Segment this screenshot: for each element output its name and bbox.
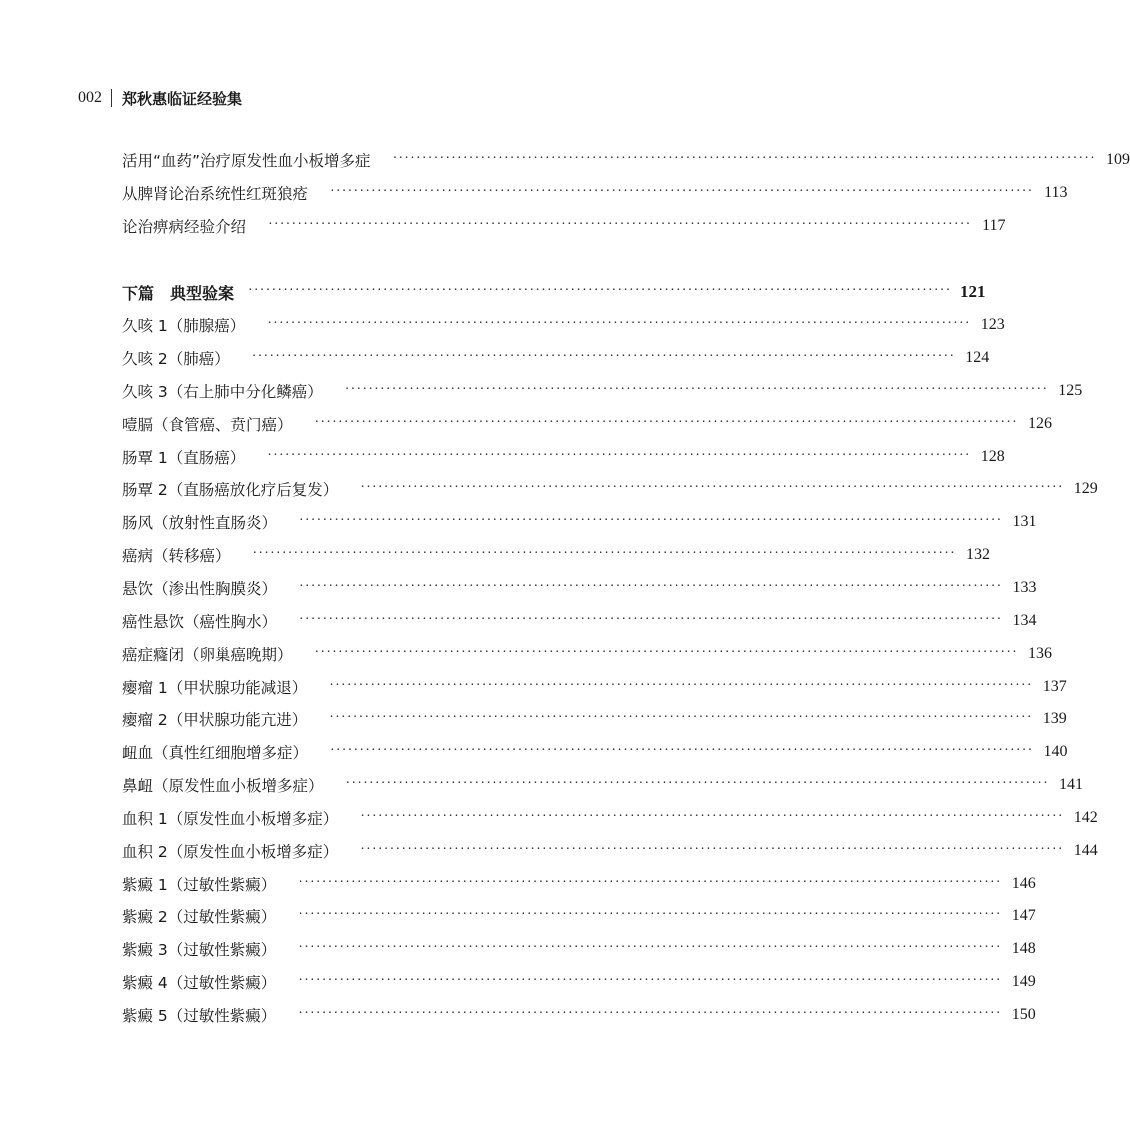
toc-entry-title: 癌病（转移癌） — [122, 547, 231, 566]
toc-entry[interactable] — [122, 999, 1036, 1032]
toc-entry-page: 129 — [1073, 480, 1098, 498]
toc-leader-dots: ························································································································ — [251, 349, 956, 365]
toc-list-upper — [122, 144, 1130, 243]
toc-leader-dots: ························································································································ — [298, 940, 1002, 956]
toc-leader-dots: ························································································································ — [299, 611, 1003, 627]
toc-entry[interactable] — [122, 900, 1036, 933]
toc-entry[interactable] — [122, 177, 1068, 210]
toc-entry-title: 紫癜 2（过敏性紫癜） — [122, 908, 277, 927]
toc-leader-dots: ························································································································ — [314, 414, 1018, 430]
toc-entry[interactable] — [122, 867, 1036, 900]
toc-entry-page: 132 — [965, 546, 990, 564]
toc-entry-page: 150 — [1011, 1005, 1036, 1023]
toc-entry[interactable] — [122, 210, 1006, 243]
toc-section-title: 下篇 典型验案 — [122, 283, 235, 303]
header-divider — [111, 89, 112, 107]
toc-entry-title: 癌症癃闭（卵巢癌晚期） — [122, 645, 293, 664]
toc-entry-title: 血积 1（原发性血小板增多症） — [122, 809, 339, 828]
toc-entry-title: 噎膈（食管癌、贲门癌） — [122, 415, 293, 434]
toc-leader-dots: ························································································································ — [360, 808, 1064, 824]
toc-entry-page: 141 — [1058, 776, 1083, 794]
toc-entry-page: 125 — [1058, 381, 1083, 399]
toc-entry[interactable] — [122, 440, 1005, 473]
toc-entry[interactable] — [122, 802, 1098, 835]
toc-leader-dots: ························································································································ — [298, 907, 1002, 923]
toc-entry[interactable] — [122, 769, 1083, 802]
toc-entry[interactable] — [122, 736, 1068, 769]
toc-leader-dots: ························································································································ — [345, 776, 1049, 792]
toc-entry[interactable] — [122, 637, 1052, 670]
toc-entry-title: 癌性悬饮（癌性胸水） — [122, 612, 278, 631]
toc-entry[interactable] — [122, 473, 1098, 506]
toc-leader-dots: ························································································································ — [248, 283, 952, 299]
toc-entry-page: 144 — [1073, 841, 1098, 859]
toc-entry-page: 133 — [1012, 579, 1037, 597]
toc-entry-title: 紫癜 4（过敏性紫癜） — [122, 974, 277, 993]
toc-leader-dots: ························································································································ — [267, 316, 971, 332]
toc-entry[interactable] — [122, 572, 1037, 605]
toc-entry[interactable] — [122, 342, 990, 375]
toc-leader-dots: ························································································································ — [298, 874, 1002, 890]
toc-entry[interactable] — [122, 375, 1083, 408]
toc-entry-title: 悬饮（渗出性胸膜炎） — [122, 580, 278, 599]
toc-entry[interactable] — [122, 539, 990, 572]
header-page-number: 002 — [78, 89, 102, 106]
toc-leader-dots: ························································································································ — [299, 513, 1003, 529]
toc-entry-title: 肠风（放射性直肠炎） — [122, 514, 278, 533]
toc-entry[interactable] — [122, 703, 1067, 736]
toc-entry-page: 131 — [1012, 513, 1037, 531]
header-book-title: 郑秋惠临证经验集 — [122, 89, 243, 108]
toc-entry-title: 从脾肾论治系统性红斑狼疮 — [122, 185, 309, 204]
toc-leader-dots: ························································································································ — [330, 184, 1034, 200]
toc-leader-dots: ························································································································ — [299, 579, 1003, 595]
toc-entry[interactable] — [122, 604, 1037, 637]
toc-entry-page: 147 — [1011, 907, 1036, 925]
toc-entry-title: 瘿瘤 2（甲状腺功能亢进） — [122, 711, 308, 730]
toc-entry-page: 117 — [982, 217, 1006, 235]
toc-entry-page: 148 — [1011, 940, 1036, 958]
toc-entry-title: 久咳 1（肺腺癌） — [122, 317, 246, 336]
toc-leader-dots: ························································································································ — [252, 546, 956, 562]
toc-entry-title: 紫癜 1（过敏性紫癜） — [122, 875, 277, 894]
toc-entry[interactable] — [122, 933, 1036, 966]
running-header — [78, 86, 242, 110]
toc-leader-dots: ························································································································ — [344, 381, 1049, 397]
toc-entry-page: 139 — [1042, 710, 1067, 728]
toc-leader-dots: ························································································································ — [360, 841, 1064, 857]
toc-entry-page: 136 — [1027, 644, 1052, 662]
toc-entry-page: 123 — [980, 316, 1005, 334]
toc-leader-dots: ························································································································ — [330, 743, 1034, 759]
toc-entry[interactable] — [122, 309, 1005, 342]
toc-section-heading[interactable] — [122, 276, 986, 309]
toc-leader-dots: ························································································································ — [360, 480, 1064, 496]
toc-entry-title: 紫癜 5（过敏性紫癜） — [122, 1006, 277, 1025]
toc-entry-page: 149 — [1011, 973, 1036, 991]
toc-leader-dots: ························································································································ — [314, 644, 1018, 660]
toc-entry-page: 109 — [1106, 151, 1130, 169]
toc-leader-dots: ························································································································ — [298, 1005, 1002, 1021]
toc-entry-title: 久咳 3（右上肺中分化鳞癌） — [122, 382, 323, 401]
toc-entry-title: 肠覃 2（直肠癌放化疗后复发） — [122, 481, 339, 500]
toc-leader-dots: ························································································································ — [298, 973, 1002, 989]
toc-leader-dots: ························································································································ — [268, 217, 972, 233]
toc-entry-title: 血积 2（原发性血小板增多症） — [122, 842, 339, 861]
toc-entry-page: 140 — [1043, 743, 1068, 761]
toc-entry[interactable] — [122, 407, 1052, 440]
toc-entry-title: 鼻衄（原发性血小板增多症） — [122, 777, 324, 796]
toc-entry-page: 134 — [1012, 611, 1037, 629]
toc-entry-title: 肠覃 1（直肠癌） — [122, 448, 246, 467]
toc-entry-title: 久咳 2（肺癌） — [122, 350, 230, 369]
toc-entry[interactable] — [122, 670, 1067, 703]
toc-entry-page: 128 — [980, 447, 1005, 465]
toc-entry-page: 124 — [965, 349, 990, 367]
toc-entry-title: 衄血（真性红细胞增多症） — [122, 744, 309, 763]
toc-entry-title: 论治痹病经验介绍 — [122, 218, 247, 237]
toc-entry[interactable] — [122, 966, 1036, 999]
toc-leader-dots: ························································································································ — [329, 710, 1033, 726]
toc-entry-page: 137 — [1042, 677, 1067, 695]
toc-entry-page: 113 — [1044, 184, 1068, 202]
toc-entry[interactable] — [122, 144, 1130, 177]
toc-entry-page: 146 — [1011, 874, 1036, 892]
toc-list-lower — [122, 276, 1098, 1031]
toc-leader-dots: ························································································································ — [329, 677, 1033, 693]
toc-entry-title: 紫癜 3（过敏性紫癜） — [122, 941, 277, 960]
toc-leader-dots: ························································································································ — [267, 447, 971, 463]
toc-section-page: 121 — [959, 282, 986, 302]
toc-entry-title: 活用“血药”治疗原发性血小板增多症 — [122, 152, 371, 171]
toc-entry[interactable] — [122, 834, 1098, 867]
toc-leader-dots: ························································································································ — [392, 151, 1097, 167]
toc-entry-page: 126 — [1027, 414, 1052, 432]
toc-entry-page: 142 — [1073, 808, 1098, 826]
toc-entry[interactable] — [122, 506, 1037, 539]
toc-entry-title: 瘿瘤 1（甲状腺功能减退） — [122, 678, 308, 697]
